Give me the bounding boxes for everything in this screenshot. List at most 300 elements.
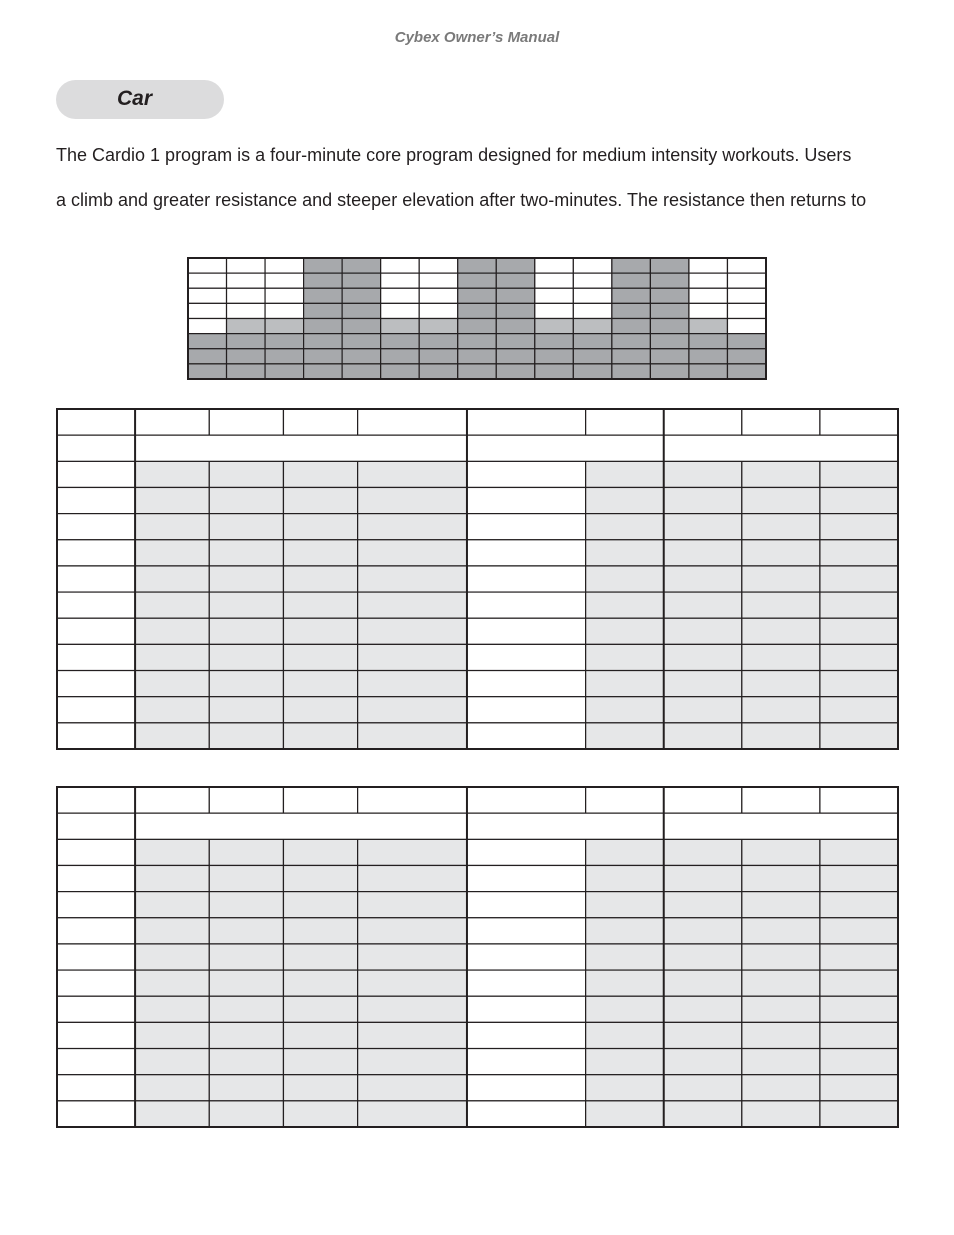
profile-cell [496,364,535,379]
table-cell [283,618,357,644]
table-cell [742,487,820,513]
table-cell [664,723,742,749]
table-cell [820,723,898,749]
profile-cell [227,303,266,318]
table-cell [135,944,209,970]
profile-cell [419,349,458,364]
table-cell [742,1049,820,1075]
table-cell [209,566,283,592]
table-cell [820,996,898,1022]
profile-cell [265,288,304,303]
table-group-header [664,813,898,839]
profile-cell [535,258,574,273]
profile-cell [496,288,535,303]
table-cell [467,461,586,487]
table-cell [57,865,135,891]
profile-cell [419,319,458,334]
table-cell [283,461,357,487]
profile-cell [342,334,381,349]
table-cell [358,1049,467,1075]
profile-cell [650,303,689,318]
table-cell [664,996,742,1022]
table-cell [664,697,742,723]
profile-cell [188,258,227,273]
table-cell [57,1022,135,1048]
table-cell [358,566,467,592]
profile-cell [727,364,766,379]
table-cell [820,918,898,944]
profile-cell [650,364,689,379]
profile-cell [342,258,381,273]
profile-cell [612,349,651,364]
table-cell [586,540,664,566]
table-cell [209,618,283,644]
table-cell [57,514,135,540]
table-cell [283,487,357,513]
table-cell [209,1075,283,1101]
table-cell [358,918,467,944]
profile-cell [458,349,497,364]
profile-cell [535,273,574,288]
profile-cell [496,303,535,318]
table-cell [742,697,820,723]
table-cell [820,1101,898,1127]
table-cell [586,618,664,644]
table-cell [57,970,135,996]
profile-cell [496,349,535,364]
profile-cell [727,319,766,334]
table-cell [664,566,742,592]
table-cell [57,697,135,723]
table-cell [742,1022,820,1048]
table-cell [57,1101,135,1127]
table-cell [135,892,209,918]
profile-cell [419,258,458,273]
profile-cell [381,303,420,318]
profile-cell [650,258,689,273]
table-cell [664,892,742,918]
table-cell [209,944,283,970]
table-cell [135,644,209,670]
table-cell [135,918,209,944]
table-cell [358,540,467,566]
table-cell [467,1075,586,1101]
profile-cell [727,273,766,288]
table-cell [283,671,357,697]
table-cell [664,839,742,865]
table-header-cell [209,787,283,813]
profile-cell [689,258,728,273]
table-cell [664,540,742,566]
table-cell [586,970,664,996]
table-cell [135,723,209,749]
profile-cell [188,319,227,334]
profile-cell [689,334,728,349]
profile-cell [612,319,651,334]
table-cell [57,918,135,944]
program-table-2 [56,786,899,1128]
table-cell [209,671,283,697]
table-cell [57,839,135,865]
table-cell [283,918,357,944]
table-cell [209,918,283,944]
table-cell [586,1075,664,1101]
table-cell [57,487,135,513]
table-group-header [467,435,664,461]
table-cell [57,723,135,749]
table-header-cell [283,409,357,435]
table-cell [358,671,467,697]
profile-cell [304,303,343,318]
profile-cell [381,334,420,349]
table-cell [358,697,467,723]
table-cell [209,697,283,723]
table-cell [283,970,357,996]
profile-cell [419,288,458,303]
table-cell [664,1049,742,1075]
profile-cell [342,303,381,318]
table-header-cell [57,409,135,435]
intro-line-1: The Cardio 1 program is a four-minute core program designed for medium intensity workouts. Users [56,145,852,165]
table-cell [57,644,135,670]
table-cell [209,487,283,513]
table-cell [664,644,742,670]
table-cell [283,592,357,618]
table-cell [820,865,898,891]
profile-cell [727,288,766,303]
profile-cell [496,273,535,288]
table-cell [586,1101,664,1127]
table-cell [57,566,135,592]
profile-cell [265,334,304,349]
table-cell [135,1022,209,1048]
profile-cell [419,303,458,318]
page-header: Cybex Owner’s Manual [394,29,560,46]
profile-cell [188,364,227,379]
table-cell [467,1049,586,1075]
section-title: Car [117,87,153,110]
table-cell [664,461,742,487]
profile-cell [612,288,651,303]
profile-cell [689,364,728,379]
profile-cell [573,334,612,349]
table-header-cell [57,787,135,813]
table-cell [358,865,467,891]
table-cell [358,644,467,670]
table-cell [358,996,467,1022]
table-cell [742,892,820,918]
table-cell [283,944,357,970]
profile-cell [535,319,574,334]
table-header-cell [664,409,742,435]
table-cell [209,865,283,891]
table-cell [135,487,209,513]
table-cell [820,644,898,670]
table-cell [283,1049,357,1075]
profile-cell [342,319,381,334]
table-cell [586,1022,664,1048]
table-cell [135,996,209,1022]
profile-cell [265,364,304,379]
table-cell [586,644,664,670]
profile-cell [381,258,420,273]
table-cell [820,540,898,566]
table-cell [358,1101,467,1127]
table-cell [209,540,283,566]
table-cell [664,592,742,618]
table-header-cell [664,787,742,813]
table-cell [664,514,742,540]
profile-cell [458,319,497,334]
profile-cell [227,349,266,364]
table-cell [664,970,742,996]
table-cell [135,1049,209,1075]
table-cell [742,970,820,996]
table-cell [135,1101,209,1127]
profile-cell [573,319,612,334]
profile-cell [573,273,612,288]
profile-cell [727,258,766,273]
table-cell [820,592,898,618]
table-cell [283,1101,357,1127]
profile-cell [419,334,458,349]
profile-cell [535,364,574,379]
table-cell [209,892,283,918]
profile-cell [188,349,227,364]
table-cell [358,461,467,487]
profile-cell [496,258,535,273]
profile-cell [612,273,651,288]
table-cell [358,944,467,970]
table-cell [135,1075,209,1101]
table-cell [742,644,820,670]
table-group-header [664,435,898,461]
table-cell [467,892,586,918]
table-header-cell [135,787,209,813]
table-cell [820,1049,898,1075]
table-group-header [135,813,467,839]
table-cell [820,697,898,723]
table-cell [664,1022,742,1048]
table-cell [135,697,209,723]
profile-cell [535,288,574,303]
table-cell [209,996,283,1022]
profile-cell [304,334,343,349]
table-cell [57,996,135,1022]
table-cell [57,1075,135,1101]
table-cell [742,1101,820,1127]
table-cell [664,618,742,644]
table-header-cell [209,409,283,435]
profile-cell [188,334,227,349]
profile-cell [381,349,420,364]
table-cell [135,566,209,592]
workout-profile-chart [187,257,767,380]
table-header-cell [820,787,898,813]
profile-cell [188,288,227,303]
table-cell [209,461,283,487]
table-cell [57,618,135,644]
table-cell [820,892,898,918]
table-cell [57,592,135,618]
table-cell [664,671,742,697]
profile-cell [535,349,574,364]
table-cell [57,540,135,566]
profile-cell [612,334,651,349]
profile-cell [689,319,728,334]
table-header-cell [358,409,467,435]
table-cell [742,592,820,618]
table-cell [467,970,586,996]
profile-cell [381,273,420,288]
profile-cell [419,273,458,288]
table-cell [358,1075,467,1101]
profile-cell [304,319,343,334]
table-cell [820,1022,898,1048]
table-cell [467,514,586,540]
table-cell [586,865,664,891]
profile-cell [612,258,651,273]
table-cell [283,566,357,592]
table-cell [742,865,820,891]
table-cell [467,618,586,644]
profile-cell [342,349,381,364]
profile-cell [419,364,458,379]
profile-cell [342,364,381,379]
table-cell [283,697,357,723]
table-cell [358,723,467,749]
profile-cell [227,288,266,303]
profile-cell [573,364,612,379]
table-group-header [135,435,467,461]
profile-cell [573,303,612,318]
table-group-header [467,813,664,839]
program-table-1 [56,408,899,750]
table-cell [742,839,820,865]
table-cell [586,996,664,1022]
table-cell [57,671,135,697]
table-cell [664,865,742,891]
profile-cell [304,258,343,273]
table-cell [586,839,664,865]
table-header-cell [467,787,586,813]
profile-cell [381,364,420,379]
table-cell [664,944,742,970]
table-cell [742,996,820,1022]
table-cell [358,618,467,644]
table-cell [742,671,820,697]
table-cell [820,514,898,540]
table-cell [820,671,898,697]
table-cell [586,723,664,749]
table-cell [820,970,898,996]
table-cell [664,1075,742,1101]
table-cell [135,970,209,996]
table-cell [820,618,898,644]
table-cell [586,1049,664,1075]
profile-cell [535,303,574,318]
table-cell [664,918,742,944]
profile-cell [535,334,574,349]
profile-cell [458,258,497,273]
table-cell [586,697,664,723]
profile-cell [650,273,689,288]
table-cell [358,892,467,918]
table-cell [586,592,664,618]
profile-cell [265,303,304,318]
table-cell [467,487,586,513]
profile-cell [650,349,689,364]
table-cell [209,1022,283,1048]
profile-cell [612,364,651,379]
profile-cell [265,349,304,364]
profile-cell [727,303,766,318]
table-cell [209,723,283,749]
table-header-cell [820,409,898,435]
profile-cell [458,334,497,349]
profile-cell [612,303,651,318]
table-header-cell [742,787,820,813]
table-cell [742,618,820,644]
table-cell [283,996,357,1022]
table-cell [467,697,586,723]
table-cell [664,487,742,513]
table-header-cell [283,787,357,813]
profile-cell [227,319,266,334]
profile-cell [227,334,266,349]
table-cell [664,1101,742,1127]
profile-cell [573,349,612,364]
table-cell [283,514,357,540]
profile-cell [227,273,266,288]
table-cell [742,918,820,944]
table-cell [467,996,586,1022]
profile-cell [689,303,728,318]
table-cell [358,487,467,513]
profile-cell [573,288,612,303]
table-cell [135,839,209,865]
table-cell [209,839,283,865]
table-cell [135,671,209,697]
profile-cell [650,319,689,334]
table-group-header [57,435,135,461]
section-title-pill [56,80,224,119]
profile-cell [496,319,535,334]
table-cell [467,723,586,749]
table-cell [358,839,467,865]
table-cell [467,839,586,865]
table-cell [358,970,467,996]
table-cell [820,944,898,970]
profile-cell [458,364,497,379]
table-cell [820,1075,898,1101]
table-cell [820,839,898,865]
profile-cell [265,273,304,288]
profile-cell [342,273,381,288]
table-cell [467,865,586,891]
table-header-cell [358,787,467,813]
table-header-cell [135,409,209,435]
profile-cell [227,364,266,379]
table-cell [209,514,283,540]
table-cell [586,461,664,487]
table-cell [283,892,357,918]
profile-cell [458,288,497,303]
table-cell [467,1101,586,1127]
profile-cell [458,273,497,288]
profile-cell [188,273,227,288]
table-cell [820,461,898,487]
